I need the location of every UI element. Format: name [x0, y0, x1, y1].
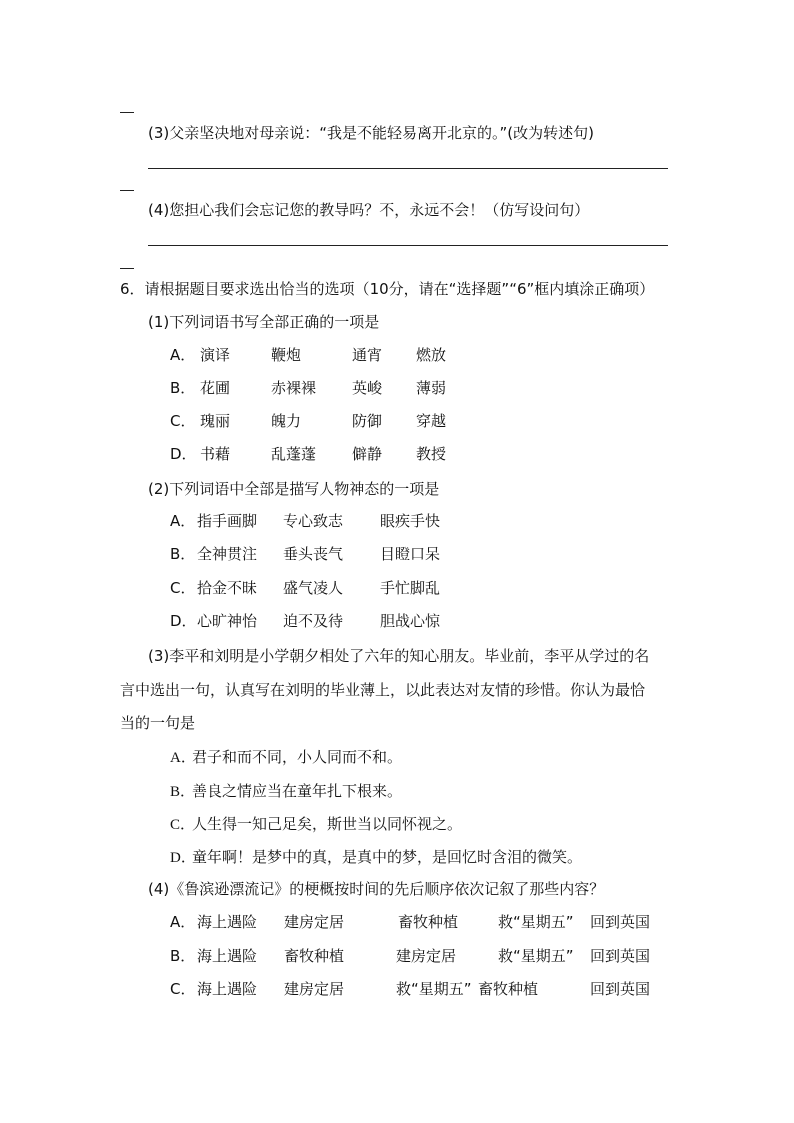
option-word: 建房定居 [396, 947, 457, 965]
option-word: 拾金不昧 [197, 579, 258, 597]
option-word: 英峻 [352, 379, 383, 397]
sub-question-2 [148, 480, 439, 498]
sub-number: (3) [148, 647, 170, 665]
option-row [170, 445, 447, 463]
option-letter: A． [170, 750, 196, 766]
option-word: 瑰丽 [200, 412, 231, 430]
option-word: 畜牧种植 [284, 947, 345, 965]
option-word: 教授 [416, 445, 447, 463]
margin-dash [120, 268, 134, 269]
option-row [170, 848, 582, 867]
option-row [170, 379, 447, 397]
question-3 [148, 124, 594, 142]
option-letter: C． [170, 980, 196, 998]
margin-dash [120, 190, 134, 191]
option-word: 燃放 [416, 346, 447, 364]
option-letter: C． [170, 412, 196, 430]
question-number: (3) [148, 124, 170, 142]
option-word: 救“星期五” [498, 947, 574, 965]
option-letter: B． [170, 379, 196, 397]
option-letter: A． [170, 346, 196, 364]
option-word: 专心致志 [283, 512, 344, 530]
option-row [170, 913, 651, 931]
sub-question-3 [148, 647, 649, 665]
sub-question-4 [148, 880, 604, 898]
answer-line [148, 168, 668, 169]
option-row [170, 612, 441, 630]
question-text: 父亲坚决地对母亲说：“我是不能轻易离开北京的。”(改为转述句) [169, 124, 594, 142]
sub-number: (2) [148, 480, 170, 498]
sub-number: (4) [148, 880, 170, 898]
option-word: 海上遇险 [197, 913, 258, 931]
question-text-2: 分，请在“选择题”“ [388, 280, 517, 298]
option-text: 童年啊！是梦中的真，是真中的梦，是回忆时含泪的微笑。 [192, 848, 583, 866]
sub-line-2: 言中选出一句，认真写在刘明的毕业薄上，以此表达对友情的珍惜。你认为最恰 [120, 681, 646, 699]
option-word: 鞭炮 [271, 346, 302, 364]
margin-dash [120, 112, 134, 113]
option-word: 书藉 [200, 445, 231, 463]
option-word: 指手画脚 [197, 512, 258, 530]
option-row [170, 815, 462, 834]
option-row [170, 579, 441, 597]
sub-question-1 [148, 313, 379, 331]
sub-stem: 下列词语中全部是描写人物神态的一项是 [169, 480, 440, 498]
sub-line-1: 李平和刘明是小学朝夕相处了六年的知心朋友。毕业前，李平从学过的名 [169, 647, 650, 665]
option-letter: B． [170, 545, 196, 563]
option-word: 薄弱 [416, 379, 447, 397]
option-word: 盛气凌人 [283, 579, 344, 597]
question-text: 您担心我们会忘记您的教导吗？不，永远不会！（仿写设问句） [169, 201, 590, 219]
sub-stem: 下列词语书写全部正确的一项是 [169, 313, 380, 331]
box-number: 6 [516, 280, 527, 298]
option-row [170, 748, 402, 767]
option-word: 迫不及待 [283, 612, 344, 630]
option-word: 回到英国 [590, 980, 651, 998]
option-word: 通宵 [352, 346, 383, 364]
question-text: 请根据题目要求选出恰当的选项（ [144, 280, 370, 298]
option-word: 赤裸裸 [271, 379, 317, 397]
option-word: 魄力 [271, 412, 302, 430]
points-value: 10 [369, 280, 389, 298]
option-letter: B． [170, 784, 196, 800]
question-4 [148, 201, 589, 219]
option-word: 目瞪口呆 [380, 545, 441, 563]
option-letter: D． [170, 612, 197, 630]
option-letter: A． [170, 913, 196, 931]
option-letter: B． [170, 947, 196, 965]
sub-line-3: 当的一句是 [120, 714, 196, 732]
question-text-3: ”框内填涂正确项） [526, 280, 655, 298]
option-row [170, 512, 441, 530]
option-word: 建房定居 [284, 913, 345, 931]
option-row [170, 980, 651, 998]
option-word: 手忙脚乱 [380, 579, 441, 597]
option-word: 胆战心惊 [380, 612, 441, 630]
option-word: 防御 [352, 412, 383, 430]
option-word: 全神贯注 [197, 545, 258, 563]
option-word: 畜牧种植 [398, 913, 459, 931]
option-word: 演译 [200, 346, 231, 364]
question-6 [120, 280, 654, 298]
option-row [170, 782, 402, 801]
option-word: 眼疾手快 [380, 512, 441, 530]
option-word: 救“星期五” [498, 913, 574, 931]
answer-line [148, 245, 668, 246]
option-word: 乱蓬蓬 [271, 445, 317, 463]
option-word: 花圃 [200, 379, 231, 397]
option-text: 君子和而不同，小人同而不和。 [192, 748, 403, 766]
option-letter: C． [170, 817, 196, 833]
option-word: 回到英国 [590, 913, 651, 931]
option-letter: D． [170, 850, 196, 866]
option-word: 心旷神怡 [197, 612, 258, 630]
option-letter: A． [170, 512, 196, 530]
option-row [170, 412, 447, 430]
option-letter: C． [170, 579, 196, 597]
option-text: 善良之情应当在童年扎下根来。 [192, 782, 403, 800]
option-text: 人生得一知己足矣，斯世当以同怀视之。 [192, 815, 463, 833]
option-row [170, 346, 447, 364]
option-word: 回到英国 [590, 947, 651, 965]
option-word: 僻静 [352, 445, 383, 463]
option-word: 建房定居 [284, 980, 345, 998]
option-word: 海上遇险 [197, 980, 258, 998]
sub-number: (1) [148, 313, 170, 331]
option-word: 畜牧种植 [478, 980, 539, 998]
option-word: 垂头丧气 [283, 545, 344, 563]
option-row [170, 947, 651, 965]
question-number: (4) [148, 201, 170, 219]
option-row [170, 545, 441, 563]
sub-stem: 《鲁滨逊漂流记》的梗概按时间的先后顺序依次记叙了那些内容？ [169, 880, 605, 898]
question-number: 6． [120, 280, 145, 298]
option-letter: D． [170, 445, 197, 463]
option-word: 海上遇险 [197, 947, 258, 965]
option-word: 穿越 [416, 412, 447, 430]
option-word: 救“星期五” [396, 980, 472, 998]
